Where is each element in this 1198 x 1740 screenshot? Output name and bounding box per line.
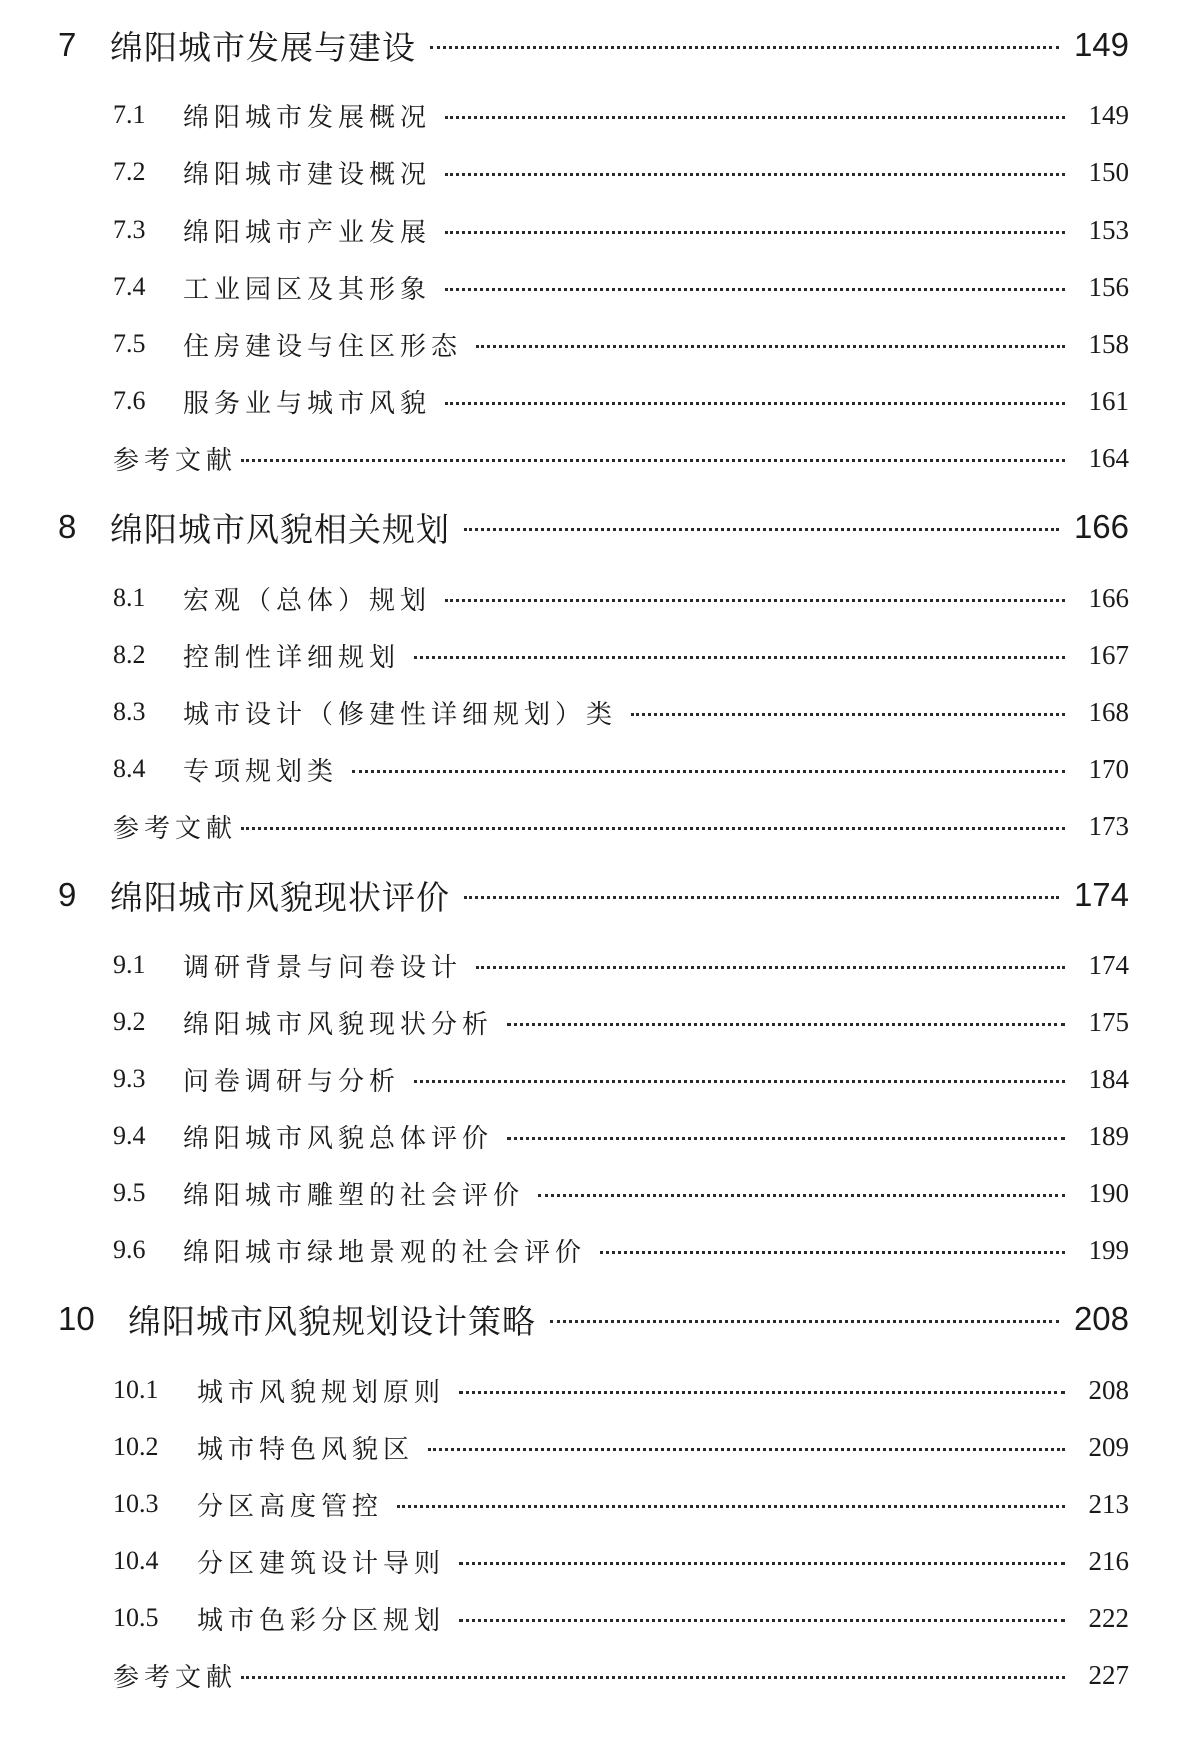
section-title: 绵阳城市绿地景观的社会评价: [183, 1237, 587, 1268]
section-number: 8.1: [113, 583, 146, 612]
section-number: 9.3: [113, 1064, 146, 1093]
dot-leader: [430, 46, 1059, 49]
section-title: 住房建设与住区形态: [183, 331, 463, 362]
dot-leader: [459, 1391, 1065, 1394]
dot-leader: [538, 1194, 1065, 1197]
section-page-number: 149: [1088, 99, 1129, 130]
toc-section[interactable]: [0, 1111, 1198, 1161]
toc-section[interactable]: [0, 630, 1198, 680]
chapter-title: 绵阳城市风貌现状评价: [110, 877, 450, 917]
toc-chapter[interactable]: [0, 1289, 1198, 1349]
section-page-number: 213: [1088, 1488, 1129, 1519]
references-page-number: 173: [1088, 810, 1129, 841]
section-title: 问卷调研与分析: [183, 1066, 401, 1097]
dot-leader: [550, 1320, 1059, 1323]
dot-leader: [476, 966, 1065, 969]
dot-leader: [445, 599, 1065, 602]
chapter-page-number: 174: [1073, 876, 1129, 913]
dot-leader: [397, 1505, 1065, 1508]
dot-leader: [464, 896, 1059, 899]
section-title: 城市风貌规划原则: [197, 1377, 446, 1408]
chapter-page-number: 166: [1073, 508, 1129, 545]
toc-section[interactable]: [0, 573, 1198, 623]
section-number: 7.4: [113, 272, 146, 301]
dot-leader: [352, 770, 1065, 773]
chapter-number: 7: [58, 26, 77, 63]
chapter-number: 10: [58, 1300, 95, 1337]
section-page-number: 209: [1088, 1431, 1129, 1462]
section-page-number: 153: [1088, 214, 1129, 245]
section-number: 10.4: [113, 1546, 159, 1575]
toc-chapter[interactable]: [0, 865, 1198, 925]
toc-section[interactable]: [0, 319, 1198, 369]
references-title: 参考文献: [113, 1662, 238, 1693]
toc-references[interactable]: [0, 433, 1198, 483]
section-title: 调研背景与问卷设计: [183, 952, 463, 983]
dot-leader: [464, 528, 1059, 531]
dot-leader: [631, 713, 1065, 716]
dot-leader: [507, 1137, 1065, 1140]
toc-section[interactable]: [0, 687, 1198, 737]
section-title: 城市色彩分区规划: [197, 1605, 446, 1636]
section-number: 7.2: [113, 157, 146, 186]
toc-chapter[interactable]: [0, 15, 1198, 75]
section-page-number: 150: [1088, 156, 1129, 187]
toc-section[interactable]: [0, 1422, 1198, 1472]
section-page-number: 161: [1088, 385, 1129, 416]
references-page-number: 164: [1088, 442, 1129, 473]
section-title: 绵阳城市发展概况: [183, 102, 432, 133]
section-title: 专项规划类: [183, 756, 339, 787]
section-number: 7.3: [113, 215, 146, 244]
section-title: 分区高度管控: [197, 1491, 384, 1522]
section-number: 10.2: [113, 1432, 159, 1461]
references-title: 参考文献: [113, 813, 238, 844]
dot-leader: [445, 116, 1065, 119]
toc-section[interactable]: [0, 997, 1198, 1047]
section-title: 绵阳城市建设概况: [183, 159, 432, 190]
dot-leader: [445, 288, 1065, 291]
section-number: 10.3: [113, 1489, 159, 1518]
section-title: 控制性详细规划: [183, 642, 401, 673]
section-page-number: 158: [1088, 328, 1129, 359]
chapter-number: 9: [58, 876, 77, 913]
section-number: 9.4: [113, 1121, 146, 1150]
dot-leader: [476, 345, 1065, 348]
chapter-title: 绵阳城市风貌相关规划: [110, 509, 450, 549]
section-page-number: 166: [1088, 582, 1129, 613]
section-number: 7.6: [113, 386, 146, 415]
section-title: 绵阳城市产业发展: [183, 217, 432, 248]
section-title: 绵阳城市雕塑的社会评价: [183, 1180, 525, 1211]
chapter-page-number: 149: [1073, 26, 1129, 63]
dot-leader: [507, 1023, 1065, 1026]
dot-leader: [414, 1080, 1065, 1083]
section-number: 8.4: [113, 754, 146, 783]
section-page-number: 222: [1088, 1602, 1129, 1633]
chapter-title: 绵阳城市风貌规划设计策略: [128, 1301, 536, 1341]
dot-leader: [459, 1619, 1065, 1622]
dot-leader: [428, 1448, 1065, 1451]
chapter-title: 绵阳城市发展与建设: [110, 27, 416, 67]
section-number: 9.2: [113, 1007, 146, 1036]
section-title: 城市特色风貌区: [197, 1434, 415, 1465]
dot-leader: [445, 231, 1065, 234]
section-number: 10.1: [113, 1375, 159, 1404]
toc-section[interactable]: [0, 205, 1198, 255]
dot-leader: [600, 1251, 1065, 1254]
section-number: 10.5: [113, 1603, 159, 1632]
toc-section[interactable]: [0, 940, 1198, 990]
section-page-number: 156: [1088, 271, 1129, 302]
section-page-number: 199: [1088, 1234, 1129, 1265]
toc-section[interactable]: [0, 1536, 1198, 1586]
dot-leader: [414, 656, 1065, 659]
dot-leader: [445, 173, 1065, 176]
toc-chapter[interactable]: [0, 497, 1198, 557]
section-title: 宏观（总体）规划: [183, 585, 432, 616]
references-page-number: 227: [1088, 1659, 1129, 1690]
toc-section[interactable]: [0, 1054, 1198, 1104]
section-page-number: 216: [1088, 1545, 1129, 1576]
dot-leader: [445, 402, 1065, 405]
section-number: 8.2: [113, 640, 146, 669]
section-page-number: 167: [1088, 639, 1129, 670]
section-page-number: 184: [1088, 1063, 1129, 1094]
chapter-number: 8: [58, 508, 77, 545]
toc-section[interactable]: [0, 744, 1198, 794]
dot-leader: [241, 827, 1065, 830]
section-number: 9.5: [113, 1178, 146, 1207]
toc-section[interactable]: [0, 1479, 1198, 1529]
section-title: 服务业与城市风貌: [183, 388, 432, 419]
toc-section[interactable]: [0, 1225, 1198, 1275]
section-number: 7.5: [113, 329, 146, 358]
toc-section[interactable]: [0, 90, 1198, 140]
dot-leader: [241, 1676, 1065, 1679]
dot-leader: [459, 1562, 1065, 1565]
toc-section[interactable]: [0, 1168, 1198, 1218]
section-number: 7.1: [113, 100, 146, 129]
section-page-number: 208: [1088, 1374, 1129, 1405]
toc-section[interactable]: [0, 1593, 1198, 1643]
section-title: 工业园区及其形象: [183, 274, 432, 305]
section-page-number: 189: [1088, 1120, 1129, 1151]
section-page-number: 170: [1088, 753, 1129, 784]
section-number: 8.3: [113, 697, 146, 726]
references-title: 参考文献: [113, 445, 238, 476]
section-page-number: 190: [1088, 1177, 1129, 1208]
section-title: 绵阳城市风貌总体评价: [183, 1123, 494, 1154]
toc-section[interactable]: [0, 376, 1198, 426]
toc-section[interactable]: [0, 147, 1198, 197]
toc-section[interactable]: [0, 1365, 1198, 1415]
chapter-page-number: 208: [1073, 1300, 1129, 1337]
toc-references[interactable]: [0, 1650, 1198, 1700]
section-page-number: 175: [1088, 1006, 1129, 1037]
section-page-number: 168: [1088, 696, 1129, 727]
dot-leader: [241, 459, 1065, 462]
section-title: 绵阳城市风貌现状分析: [183, 1009, 494, 1040]
section-title: 分区建筑设计导则: [197, 1548, 446, 1579]
section-title: 城市设计（修建性详细规划）类: [183, 699, 618, 730]
section-page-number: 174: [1088, 949, 1129, 980]
toc-references[interactable]: [0, 801, 1198, 851]
section-number: 9.1: [113, 950, 146, 979]
section-number: 9.6: [113, 1235, 146, 1264]
toc-section[interactable]: [0, 262, 1198, 312]
